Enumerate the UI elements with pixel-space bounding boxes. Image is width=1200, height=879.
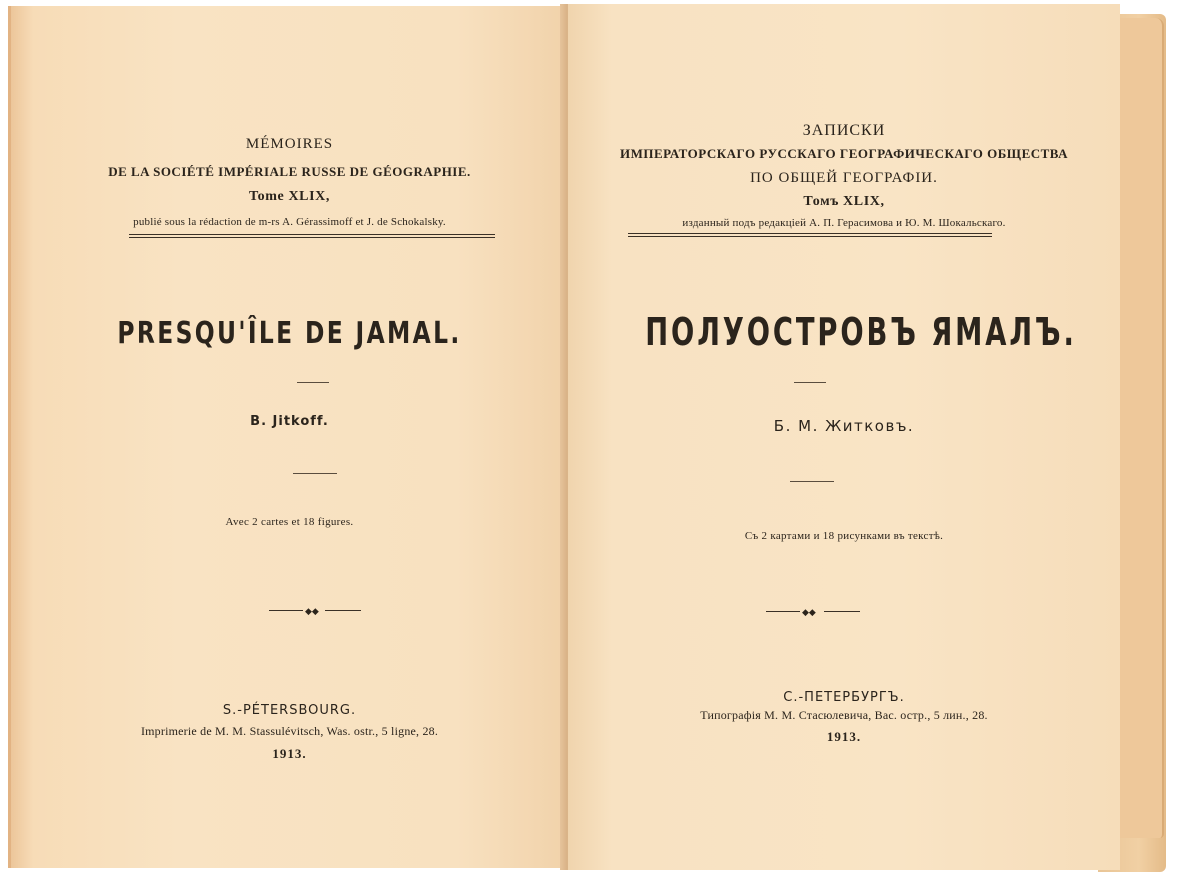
right-year: 1913.: [826, 729, 862, 744]
left-page: [8, 6, 568, 868]
left-rule-1: [297, 382, 329, 383]
right-title: ПОЛУОСТРОВЪ ЯМАЛЪ.: [645, 310, 1077, 354]
left-author: B. Jitkoff.: [250, 414, 329, 429]
right-ornament: [766, 607, 860, 617]
left-society: DE LA SOCIÉTÉ IMPÉRIALE RUSSE DE GÉOGRAPHIE.: [108, 164, 471, 179]
right-rule-2: [790, 481, 834, 482]
left-ornament: [269, 606, 361, 616]
right-ornament-glyph: ◆◆: [802, 607, 816, 617]
right-rule-1: [794, 382, 826, 383]
right-tome: Томъ XLIX,: [803, 194, 885, 209]
left-header-rule: [129, 234, 495, 238]
left-city: S.-PÉTERSBOURG.: [222, 703, 357, 718]
right-subject: ПО ОБЩЕЙ ГЕОГРАФІИ.: [750, 170, 938, 186]
left-press: Imprimerie de M. M. Stassulévitsch, Was. ostr., 5 ligne, 28.: [140, 724, 439, 738]
left-series: MÉMOIRES: [245, 136, 334, 152]
left-ornament-glyph: ◆◆: [305, 606, 319, 616]
right-header-rule: [628, 233, 992, 237]
left-title: PRESQU'ÎLE DE JAMAL.: [117, 316, 462, 351]
left-editors: publié sous la rédaction de m-rs A. Gérassimoff et J. de Schokalsky.: [133, 216, 446, 228]
left-tome: Tome XLIX,: [249, 189, 330, 204]
left-rule-2: [293, 473, 337, 474]
page-edge-inner: [1118, 18, 1164, 838]
right-page: [568, 4, 1120, 870]
right-editors: изданный подъ редакціей А. П. Герасимова и Ю. М. Шокальскаго.: [682, 217, 1006, 229]
right-city: С.-ПЕТЕРБУРГЪ.: [783, 690, 905, 705]
right-society: ИМПЕРАТОРСКАГО РУССКАГО ГЕОГРАФИЧЕСКАГО ОБЩЕСТВА: [619, 146, 1069, 161]
right-series: ЗАПИСКИ: [802, 122, 886, 139]
right-author: Б. М. Житковъ.: [773, 417, 915, 435]
right-note: Съ 2 картами и 18 рисунками въ текстѣ.: [744, 530, 944, 542]
left-year: 1913.: [272, 746, 307, 761]
right-press: Типографія М. М. Стасюлевича, Вас. остр., 5 лин., 28.: [700, 708, 988, 722]
left-note: Avec 2 cartes et 18 figures.: [225, 516, 354, 528]
